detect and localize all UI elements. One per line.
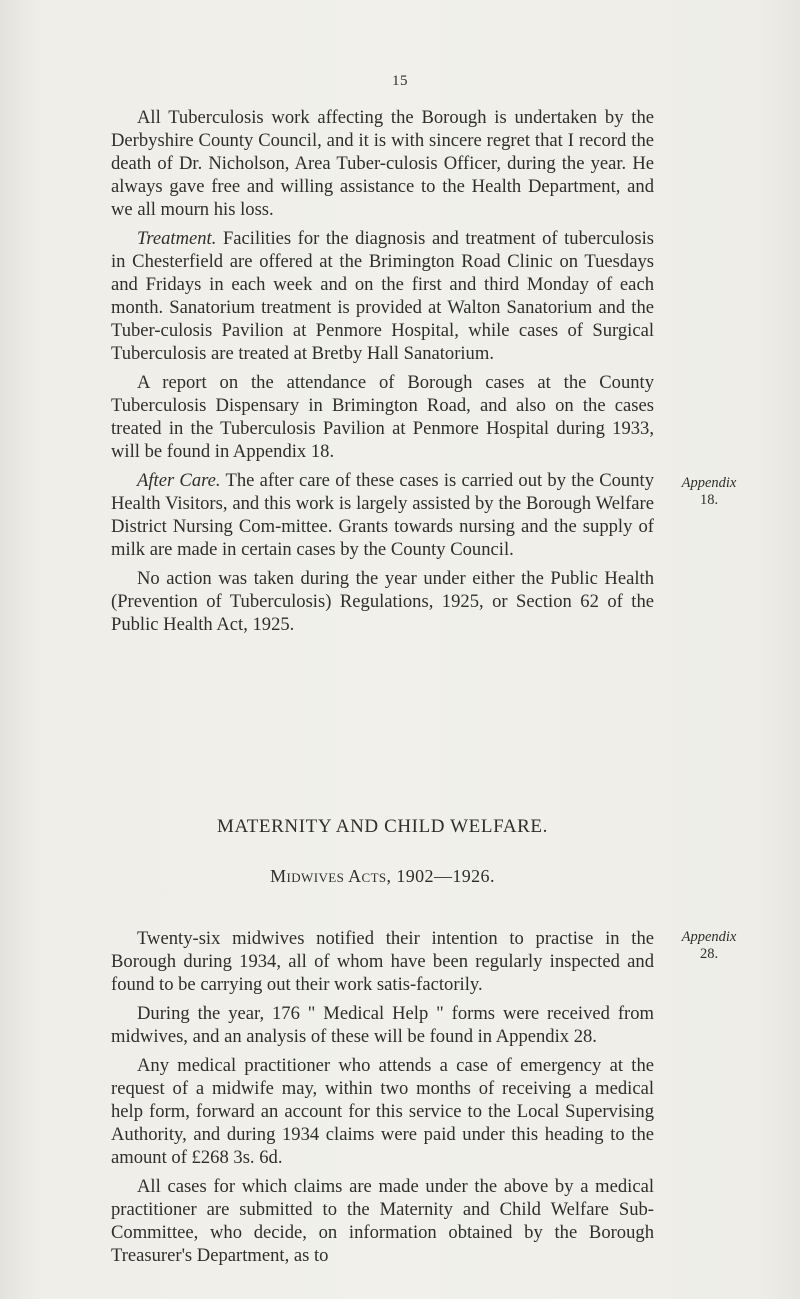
no-action-paragraph: No action was taken during the year under either the Public Health (Prevention of Tuberculosis) Regulations, 1925, or Section 62 of the Public Health Act, 1925. <box>111 568 654 635</box>
treatment-title: Treatment. <box>137 228 217 249</box>
maternity-heading: MATERNITY AND CHILD WELFARE. <box>217 816 548 837</box>
margin-note-label: Appendix <box>681 475 737 491</box>
after-care-title: After Care. <box>137 470 221 491</box>
margin-note-appendix-18 <box>669 475 749 509</box>
practitioner-paragraph: Any medical practitioner who attends a case of emergency at the request of a midwife may, within two months of receiving a medical help form, forward an account for this service to the Local Supervising Authority, and during 1934 claims were paid under this heading to the amount of £268 3s. 6d. <box>111 1055 654 1168</box>
claims-paragraph: All cases for which claims are made under the above by a medical practitioner are submitted to the Maternity and Child Welfare Sub-Committee, who decide, on information obtained by the Borough Treasurer's Department, as to <box>111 1176 654 1266</box>
maternity-section <box>111 927 654 1273</box>
midwives-paragraph: Twenty-six midwives notified their intention to practise in the Borough during 1934, all of whom have been regularly inspected and found to be carrying out their work satis-factorily. <box>111 928 654 995</box>
report-paragraph: A report on the attendance of Borough cases at the County Tuberculosis Dispensary in Brimington Road, and also on the cases treated in the Tuberculosis Pavilion at Penmore Hospital during 1933, will be found in Appendix 18. <box>111 372 654 462</box>
treatment-paragraph <box>111 227 654 365</box>
medical-help-paragraph: During the year, 176 " Medical Help " forms were received from midwives, and an analysis of these will be found in Appendix 28. <box>111 1003 654 1047</box>
after-care-text: The after care of these cases is carried out by the County Health Visitors, and this work is largely assisted by the Borough Welfare District Nursing Com-mittee. Grants towards nursing and the supply of milk are made in certain cases by the County Council. <box>111 470 654 560</box>
margin-note-appendix-28 <box>669 929 749 963</box>
margin-note-label: Appendix <box>681 929 737 945</box>
margin-note-number: 28. <box>699 946 719 962</box>
margin-note-number: 18. <box>699 492 719 508</box>
after-care-paragraph <box>111 469 654 561</box>
treatment-text: Facilities for the diagnosis and treatment of tuberculosis in Chesterfield are offered at the Brimington Road Clinic on Tuesdays and Fridays in each week and on the first and third Monday of each month. Sanatorium treatment is provided at Walton Sanatorium and the Tuber-culosis Pavilion at Penmore Hospital, while cases of Surgical Tuberculosis are treated at Bretby Hall Sanatorium. <box>111 228 654 364</box>
tuberculosis-section <box>111 106 654 642</box>
page-number: 15 <box>392 73 408 89</box>
tuberculosis-intro-paragraph: All Tuberculosis work affecting the Borough is undertaken by the Derbyshire County Council, and it is with sincere regret that I record the death of Dr. Nicholson, Area Tuber-culosis Officer, during the year. He always gave free and willing assistance to the Health Department, and we all mourn his loss. <box>111 107 654 220</box>
midwives-acts-subheading: Midwives Acts, 1902—1926. <box>270 866 495 886</box>
